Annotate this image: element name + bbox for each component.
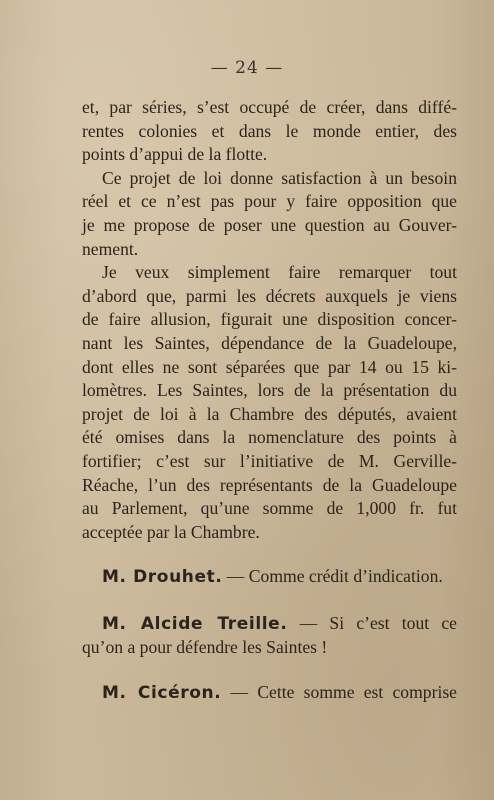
speaker-name: M. Cicéron. bbox=[102, 683, 222, 703]
speaker-name: M. Drouhet. bbox=[102, 567, 223, 587]
intervention-treille bbox=[82, 611, 457, 659]
text-line: projet de loi à la Chambre des députés, avaient bbox=[82, 403, 457, 424]
text-line: d’abord que, parmi les décrets auxquels je viens bbox=[82, 285, 457, 306]
text-line: Réache, l’un des représentants de la Guadeloupe bbox=[82, 474, 457, 495]
text-line: lomètres. Les Saintes, lors de la présentation du bbox=[82, 380, 457, 401]
text-line: je me propose de poser une question au Gouver- bbox=[82, 214, 457, 235]
text-line: Je veux simplement faire remarquer tout bbox=[102, 262, 457, 283]
paragraph-1 bbox=[82, 96, 457, 167]
paragraph-2 bbox=[82, 167, 457, 261]
text-line: nement. bbox=[82, 238, 139, 259]
text-line: acceptée par la Chambre. bbox=[82, 521, 260, 542]
page-number: — 24 — bbox=[210, 58, 284, 78]
text-line: de faire allusion, figurait une disposition concer- bbox=[82, 309, 457, 330]
intervention-line: qu’on a pour défendre les Saintes ! bbox=[82, 637, 328, 657]
text-line: réel et ce n’est pas pour y faire opposition que bbox=[82, 191, 457, 212]
text-line: nant les Saintes, dépendance de la Guadeloupe, bbox=[82, 332, 457, 353]
speech-text: — Cette somme est comprise bbox=[230, 682, 457, 702]
text-line: rentes colonies et dans le monde entier, des bbox=[82, 120, 457, 141]
text-line: points d’appui de la flotte. bbox=[82, 144, 268, 165]
text-line: fortifier; c’est sur l’initiative de M. Gerville- bbox=[82, 450, 457, 471]
intervention-ciceron bbox=[82, 680, 457, 704]
paragraph-3 bbox=[82, 261, 457, 544]
intervention-line bbox=[82, 680, 457, 704]
intervention-drouhet bbox=[82, 564, 457, 588]
speech-text: — Comme crédit d’indication. bbox=[226, 566, 443, 586]
text-line: et, par séries, s’est occupé de créer, dans diffé- bbox=[82, 97, 457, 117]
text-line: dont elles ne sont séparées que par 14 ou 15 ki- bbox=[82, 356, 457, 377]
speaker-name: M. Alcide Treille. bbox=[102, 614, 288, 634]
intervention-line bbox=[82, 611, 457, 635]
text-line: Ce projet de loi donne satisfaction à un besoin bbox=[102, 167, 457, 188]
speech-text: — Si c’est tout ce bbox=[299, 613, 457, 633]
text-line: au Parlement, qu’une somme de 1,000 fr. fut bbox=[82, 498, 457, 519]
text-line: été omises dans la nomenclature des points à bbox=[82, 427, 457, 448]
body-text bbox=[82, 96, 457, 544]
intervention-line bbox=[82, 564, 457, 588]
